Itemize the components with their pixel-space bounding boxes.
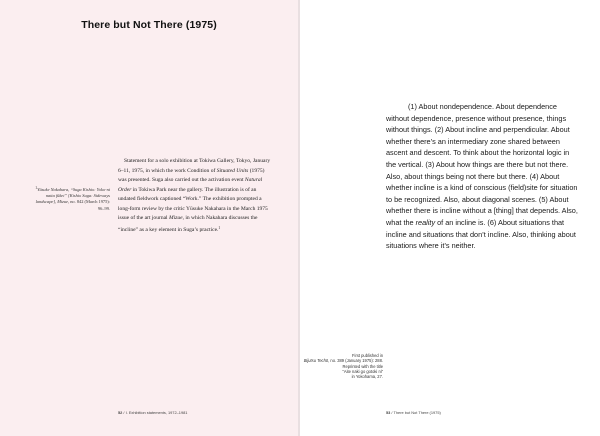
pub-note-line-5: in Yokohama, 27.: [351, 374, 383, 380]
statement-journal: Mizue: [169, 215, 183, 222]
pub-note-journal: Bijutsu Techō,: [303, 358, 330, 364]
statement-ref: 1: [218, 225, 221, 230]
publication-note: [300, 353, 383, 379]
side-note-en-title: [Kishio Suga: Sideways landscape],: [35, 193, 110, 205]
folio-left-number: 52: [118, 410, 123, 415]
folio-right-text: There but Not There (1975): [393, 410, 441, 415]
statement-line-3a: (1975) was presented. Suga also carried out the activation event: [118, 167, 265, 184]
side-note-ref: 1: [35, 186, 38, 190]
essay-text-a: (1) About nondependence. About dependence without dependence, presence without presence, things without things. (2) About incline and perpendicular. About whether there’s an intermediary zone shared between ascent and descent. To think about the horizontal logic in the vertical. (3) About how things are there but not there. Also, about things being not there but there. (4) About whether incline is a kind of conscious (field)site for situation to be recognized. Also, about diagonal scenes. (5) About whether there is incline without a [thing] that depends. Also, what the: [386, 102, 578, 227]
statement-event-title-2: Order: [118, 186, 132, 193]
statement-paragraph: [118, 157, 274, 235]
statement-line-1: Statement for a solo exhibition at Tokiwa Gallery, Tokyo,: [124, 158, 252, 164]
pub-note-line-3: Reprinted with the title: [342, 363, 383, 369]
side-note-author: Yūsuke Nakahara,: [37, 187, 70, 192]
essay-paragraph: [386, 101, 581, 252]
folio-left-text: I. Exhibition statements, 1972–1981: [125, 410, 188, 415]
pub-note-line-4: “Aite naki go gotoki ni”: [342, 368, 383, 374]
essay-text-b: of an incline is. (6) About situations that incline and situations that don’t incline. Also, thinking about situations where it’s neither.: [386, 217, 576, 251]
statement-line-3c: , in which Nakahara discusses the “incline” as a key element in Suga’s practice.: [118, 215, 258, 233]
side-note-journal: Mizue,: [57, 199, 70, 205]
folio-left: 52 / I. Exhibition statements, 1972–1981: [118, 410, 188, 415]
statement-line-2: January 6–11, 1975, in which the work Condition of: [118, 158, 271, 174]
statement-event-title: Natural: [244, 177, 263, 184]
pub-note-line-1: First published in: [352, 353, 383, 358]
left-page: [0, 0, 298, 436]
folio-right-number: 53: [386, 410, 391, 415]
pub-note-line-2: no. 389 (January 1975): 288.: [330, 358, 383, 364]
side-note-jp-title: “Suga Kishio: Yoko-ni natta fūkei”: [45, 187, 110, 199]
statement-line-3b: in Tokiwa Park near the gallery. The illustration is of an undated fieldwork captioned “Work.” The exhibition prompted a long-form review by the critic Yūsuke Nakahara in the March 1975 issue of the art journal: [118, 186, 268, 222]
folio-right: 53 / There but Not There (1975): [386, 410, 441, 415]
side-note: [28, 185, 110, 212]
statement-work-title: Situated Units: [216, 167, 249, 174]
side-note-tail: no. 842 (March 1975): 96–99.: [70, 199, 110, 211]
essay-italic-word: reality: [415, 217, 436, 227]
page-title: There but Not There (1975): [81, 19, 217, 31]
